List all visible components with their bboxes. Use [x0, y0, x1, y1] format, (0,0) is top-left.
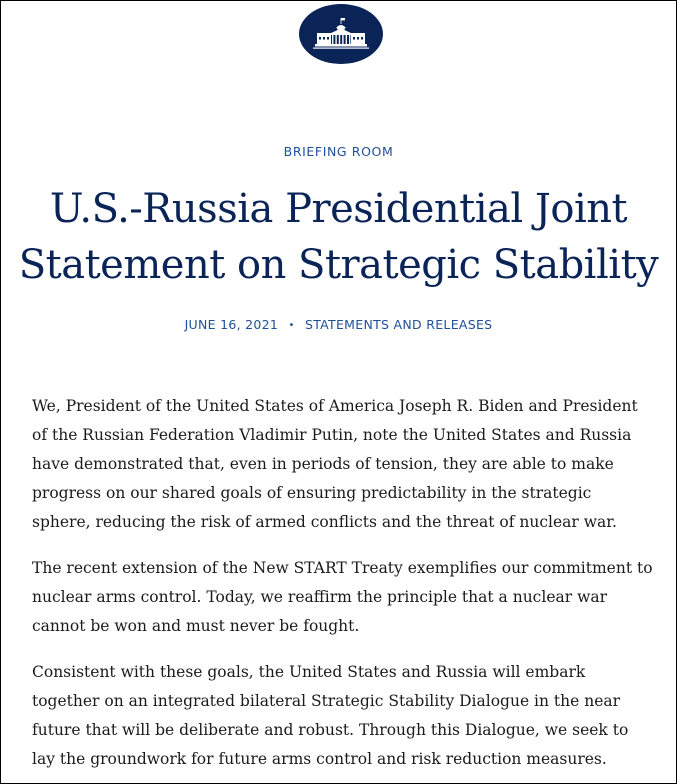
white-house-logo[interactable] — [299, 4, 383, 64]
white-house-seal-icon — [311, 17, 371, 51]
body-paragraph: We, President of the United States of America Joseph R. Biden and President of the Russian Federation Vladimir Putin, note the United States and Russia have demonstrated that, even in periods of tension, they are able to make progress on our shared goals of ensuring predictability in the strategic sphere, reducing the risk of armed conflicts and the threat of nuclear war. — [32, 397, 638, 531]
article-meta — [1, 317, 676, 332]
page-title: U.S.-Russia Presidential Joint Statement on Strategic Stability — [18, 186, 659, 288]
article-body — [32, 392, 654, 783]
briefing-room-link[interactable]: BRIEFING ROOM — [283, 144, 394, 159]
body-paragraph: Consistent with these goals, the United States and Russia will embark together on an integrated bilateral Strategic Stability Dialogue in the near future that will be deliberate and robust. Through this Dialogue, we seek to lay the groundwork for future arms control and risk reduction measures. — [32, 663, 629, 768]
meta-separator: • — [288, 320, 295, 331]
body-paragraph: The recent extension of the New START Treaty exemplifies our commitment to nuclear arms control. Today, we reaffirm the principle that a nuclear war cannot be won and must never be fought. — [32, 559, 653, 635]
article-page — [1, 1, 676, 783]
publish-date: JUNE 16, 2021 — [184, 317, 279, 332]
statements-releases-link[interactable]: STATEMENTS AND RELEASES — [304, 317, 493, 332]
